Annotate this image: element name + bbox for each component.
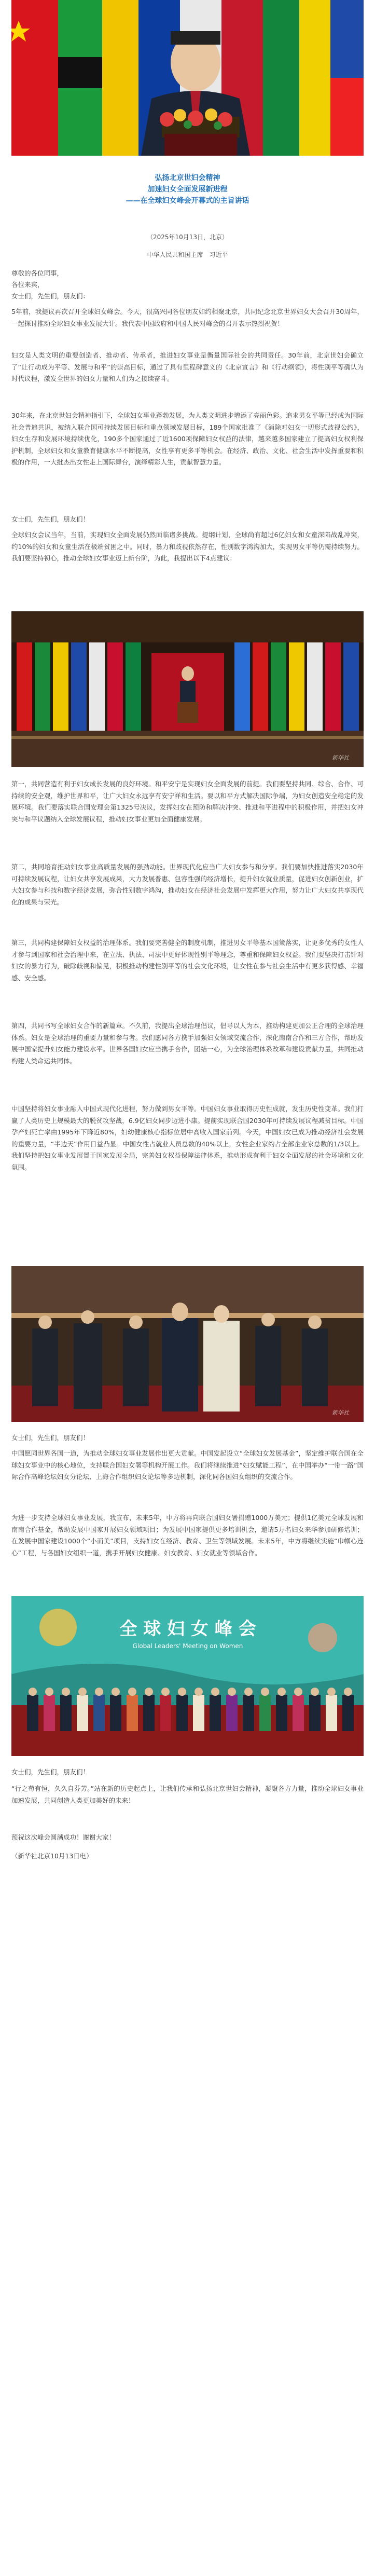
paragraph-proposal-2: 第二，共同培育推动妇女事业高质量发展的强劲动能。世界现代化应当广大妇女参与和分享。我们要加快推进落实2030年可持续发展议程，让妇女共享发展成果，大力发展普惠、包容性强的经济增长，提升妇女就业质量，促进妇女创新创业，扩大妇女参与科技和数字经济发展，弥合性别数字鸿沟，推动妇女在经济社会发展中发挥更大作用，努力让广大妇女共享现代化的成果与荣光。 <box>11 863 364 906</box>
paragraph-progress: 30年来，在北京世妇会精神指引下，全球妇女事业蓬勃发展，为人类文明进步增添了亮丽色彩。追求男女平等已经成为国际社会普遍共识，被纳入联合国可持续发展目标和重点领域发展目标，189个国家批准了《消除对妇女一切形式歧视公约》，妇女生存和发展环境持续优化，190多个国家通过了近1600项保障妇女权益的法律，越来越多国家建立了提高妇女权利保护机制，全球妇女和女童教育健康水平不断提高，女性享有更多平等机会。在经济、政治、文化、社会生活中发挥重要和积极的作用，一大批杰出女性走上国际舞台，演绎精彩人生，贡献智慧力量。 <box>11 412 364 466</box>
hall-photo <box>11 611 364 767</box>
salutation-4: 女士们，先生们，朋友们！ <box>11 515 90 523</box>
date-line: （2025年10月13日，北京） <box>146 234 229 241</box>
speech-title-block <box>11 172 364 207</box>
group-photo <box>11 1596 364 1756</box>
source-line: （新华社北京10月13日电） <box>11 1852 93 1860</box>
photo-caption-1: 新华社 <box>332 755 349 761</box>
paragraph-cooperation: 中国愿同世界各国一道，为推动全球妇女事业发展作出更大贡献。中国发起设立“全球妇女发展基金”，坚定维护联合国在全球妇女事业中的核心地位，支持联合国妇女署等机构开展工作。我们将继续推进“妇女赋能工程”，在中国举办“一带一路”国际合作高峰论坛妇女分论坛、上海合作组织妇女论坛等多边机制，深化同各国妇女组织的交流合作。 <box>11 1449 364 1481</box>
salutation-3: 女士们，先生们，朋友们： <box>11 292 90 300</box>
title-line-2: 加速妇女全面发展新进程 <box>147 185 228 194</box>
photo-caption-2: 新华社 <box>332 1409 349 1416</box>
salutation-1: 尊敬的各位同事， <box>11 269 64 277</box>
paragraph-proposal-4: 第四，共同书写全球妇女合作的新篇章。不久前，我提出全球治理倡议，倡导以人为本，推动构建更加公正合理的全球治理体系。妇女是全球治理的重要力量和参与者。我们愿同各方携手加强妇女领域交流合作，深化南南合作和三方合作，帮助发展中国家提升妇女能力建设水平。世界各国妇女应当携手合作，团结一心，为全球治理体系改革和建设贡献力量，共同推动构建人类命运共同体。 <box>11 1022 364 1065</box>
paragraph-proposal-1: 第一，共同营造有利于妇女成长发展的良好环境。和平安宁是实现妇女全面发展的前提。我们要坚持共同、综合、合作、可持续的安全观，维护世界和平，让广大妇女永远享有安宁祥和生活。要以和平方式解决国际争端，为妇女创造安全稳定的发展环境。我们要落实联合国安理会第1325号决议，发挥妇女在预防和解决冲突、推进和平进程中的积极作用，并把妇女冲突与和平议题纳入全球发展议程，推动妇女事业更加全面健康发展。 <box>11 780 364 823</box>
author-line: 中华人民共和国主席 习近平 <box>147 251 228 258</box>
paragraph-pledges: 为进一步支持全球妇女事业发展，我宣布，未来5年，中方将再向联合国妇女署捐赠1000万美元；提供1亿美元全球发展和南南合作基金，帮助发展中国家开展妇女领域项目；为发展中国家提供更多培训机会，邀请5万名妇女来华参加研修培训；在发展中国家建设1000个“小而美”项目，支持妇女在经济、教育、卫生等领域发展。未来5年，中方将继续实施“巾帼心连心”工程，与各国妇女组织一道，携手开展妇女健康、妇女教育、妇女就业等领域合作。 <box>11 1514 364 1557</box>
paragraph-history: 妇女是人类文明的重要创造者、推动者、传承者，推进妇女事业是衡量国际社会的共同责任。30年前，北京世妇会确立了“让行动成为平等、发展与和平”的崇高目标，通过了具有里程碑意义的《北京宣言》和《行动纲领》，将性别平等确认为时代议程，激发全世界的妇女力量和人们为之接续奋斗。 <box>11 351 364 382</box>
paragraph-closing-quote: “行之苟有恒，久久自芬芳。”站在新的历史起点上，让我们传承和弘扬北京世妇会精神，凝聚各方力量，推动全球妇女事业加速发展，共同创造人类更加美好的未来！ <box>11 1785 364 1804</box>
delegates-photo <box>11 1266 364 1422</box>
paragraph-proposal-3: 第三，共同构建保障妇女权益的治理体系。我们要完善健全的制度机制，推进男女平等基本国策落实，让更多优秀的女性人才参与到国家和社会治理中来，在立法、执法、司法中更好体现性别平等理念，尊重和保障妇女权益。我们要坚决打击针对妇女的暴力行为，破除歧视和偏见，积极推动构建性别平等的社会文化环境，让女性在参与社会生活中有更多获得感、幸福感、安全感。 <box>11 939 364 982</box>
paragraph-intro: 5年前，我提议再次召开全球妇女峰会。今天，很高兴同各位朋友如约相聚北京，共同纪念北京世界妇女大会召开30周年，一起探讨推动全球妇女事业发展大计。我代表中国政府和中国人民对峰会的召开表示热烈祝贺！ <box>11 308 364 327</box>
paragraph-final-wish: 预祝这次峰会圆满成功！谢谢大家！ <box>11 1833 116 1841</box>
banner-subtitle: Global Leaders' Meeting on Women <box>132 1642 243 1650</box>
salutation-5: 女士们，先生们，朋友们！ <box>11 1434 90 1442</box>
hero-photo <box>11 0 364 156</box>
banner-title: 全 球 妇 女 峰 会 <box>119 1619 256 1639</box>
salutation-2: 各位来宾， <box>11 281 44 289</box>
salutation-6: 女士们，先生们，朋友们！ <box>11 1768 90 1776</box>
title-line-1: 弘扬北京世妇会精神 <box>155 174 220 182</box>
paragraph-china-progress: 中国坚持将妇女事业融入中国式现代化进程，努力做到男女平等。中国妇女事业取得历史性成就，发生历史性变革。我们打赢了人类历史上规模最大的脱贫攻坚战，6.9亿妇女同步迈进小康。提前实现联合国2030年可持续发展议程减贫目标。中国孕产妇死亡率由1995年下降近80%，妇幼健康核心指标位居中高收入国家前列。今天，中国妇女已成为推动经济社会发展的重要力量，“半边天”作用日益凸显。中国女性占就业人员总数的40%以上，女性企业家约占全部企业家总数的1/3以上。我们坚持把妇女事业发展置于国家发展全局，完善妇女权益保障法律体系，推动形成有利于妇女全面发展的社会环境和文化氛围。 <box>11 1105 364 1171</box>
title-line-3: ——在全球妇女峰会开幕式的主旨讲话 <box>126 197 249 205</box>
paragraph-challenges: 全球妇女会议当年，当前，实现妇女全面发展仍然面临诸多挑战。提纲计划，全球尚有超过6亿妇女和女童深陷战乱冲突，约10%的妇女和女童生活在极端贫困之中。同时，暴力和歧视依然存在，性别数字鸿沟加大，实现男女平等仍需持续努力。我们要坚持初心，推动全球妇女事业迈上新台阶，为此，我提出以下4点建议： <box>11 531 364 562</box>
